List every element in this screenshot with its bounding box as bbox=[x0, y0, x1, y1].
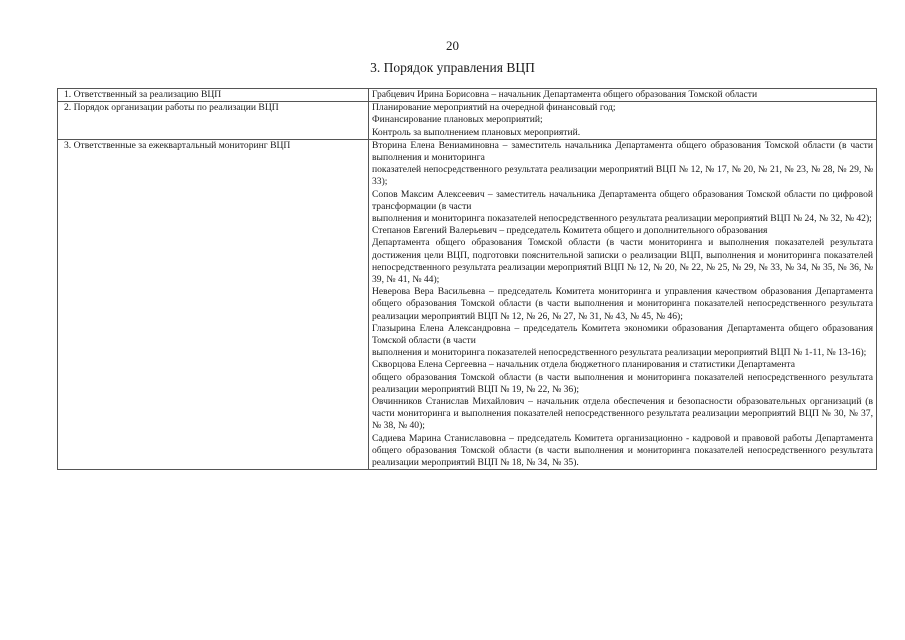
table-row bbox=[58, 102, 877, 140]
row-content bbox=[369, 102, 877, 140]
management-table bbox=[57, 88, 877, 470]
content-line: показателей непосредственного результата реализации мероприятий ВЦП № 12, № 17, № 20, № 21, № 23, № 28, № 29, № 33); bbox=[372, 164, 873, 188]
table-row bbox=[58, 89, 877, 102]
content-line: Финансирование плановых мероприятий; bbox=[372, 114, 543, 126]
content-line: Скворцова Елена Сергеевна – начальник отдела бюджетного планирования и статистики Департамента bbox=[372, 359, 795, 371]
content-line: Неверова Вера Васильевна – председатель Комитета мониторинга и управления качеством образования Департамента общего образования Томской области (в части выполнения и мониторинга показателей непосредственного результата реализации мероприятий ВЦП № 12, № 26, № 27, № 31, № 43, № 45, № 46); bbox=[372, 286, 873, 322]
content-line: Овчинников Станислав Михайлович – начальник отдела обеспечения и безопасности образовательных организаций (в части мониторинга и выполнения показателей непосредственного результата реализации мероприятий ВЦП № 30, № 37, № 38, № 40); bbox=[372, 396, 873, 432]
section-title: 3. Порядок управления ВЦП bbox=[370, 60, 535, 75]
content-line: Глазырина Елена Александровна – председатель Комитета экономики образования Департамента общего образования Томской области (в части bbox=[372, 322, 873, 347]
content-line: выполнения и мониторинга показателей непосредственного результата реализации мероприятий ВЦП № 1-11, № 13-16); bbox=[372, 347, 867, 359]
content-line: Вторина Елена Вениаминовна – заместитель начальника Департамента общего образования Томской области (в части выполнения и мониторинга bbox=[372, 139, 873, 164]
row-label: 1. Ответственный за реализацию ВЦП bbox=[58, 89, 369, 102]
row-label: 2. Порядок организации работы по реализации ВЦП bbox=[58, 102, 369, 140]
content-line: Грабцевич Ирина Борисовна – начальник Департамента общего образования Томской области bbox=[372, 89, 758, 100]
row-content bbox=[369, 139, 877, 469]
content-line: Контроль за выполнением плановых мероприятий. bbox=[372, 126, 581, 138]
content-line: общего образования Томской области (в части выполнения и мониторинга показателей непосредственного результата реализации мероприятий ВЦП № 19, № 22, № 36); bbox=[372, 371, 873, 395]
content-line: Садиева Марина Станиславовна – председатель Комитета организационно - кадровой и правовой работы Департамента общего образования Томской области (в части выполнения и мониторинга показателей непосредственного результата реализации мероприятий ВЦП № 18, № 34, № 35). bbox=[372, 432, 873, 469]
row-content bbox=[369, 89, 877, 102]
table-row bbox=[58, 139, 877, 469]
content-line: выполнения и мониторинга показателей непосредственного результата реализации мероприятий ВЦП № 24, № 32, № 42); bbox=[372, 213, 872, 225]
page-number: 20 bbox=[446, 38, 459, 53]
content-line: Департамента общего образования Томской области (в части мониторинга и выполнения показателей результата достижения цели ВЦП, подготовки пояснительной записки о реализации ВЦП, выполнения и мониторинга показателей непосредственного результата реализации мероприятий ВЦП № 12, № 20, № 22, № 25, № 29, № 33, № 34, № 35, № 36, № 39, № 41, № 44); bbox=[372, 237, 873, 286]
row-label: 3. Ответственные за ежеквартальный мониторинг ВЦП bbox=[58, 139, 369, 469]
content-line: Степанов Евгений Валерьевич – председатель Комитета общего и дополнительного образования bbox=[372, 225, 768, 237]
content-line: Сопов Максим Алексеевич – заместитель начальника Департамента общего образования Томской области по цифровой трансформации (в части bbox=[372, 188, 873, 212]
content-line: Планирование мероприятий на очередной финансовый год; bbox=[372, 102, 616, 114]
